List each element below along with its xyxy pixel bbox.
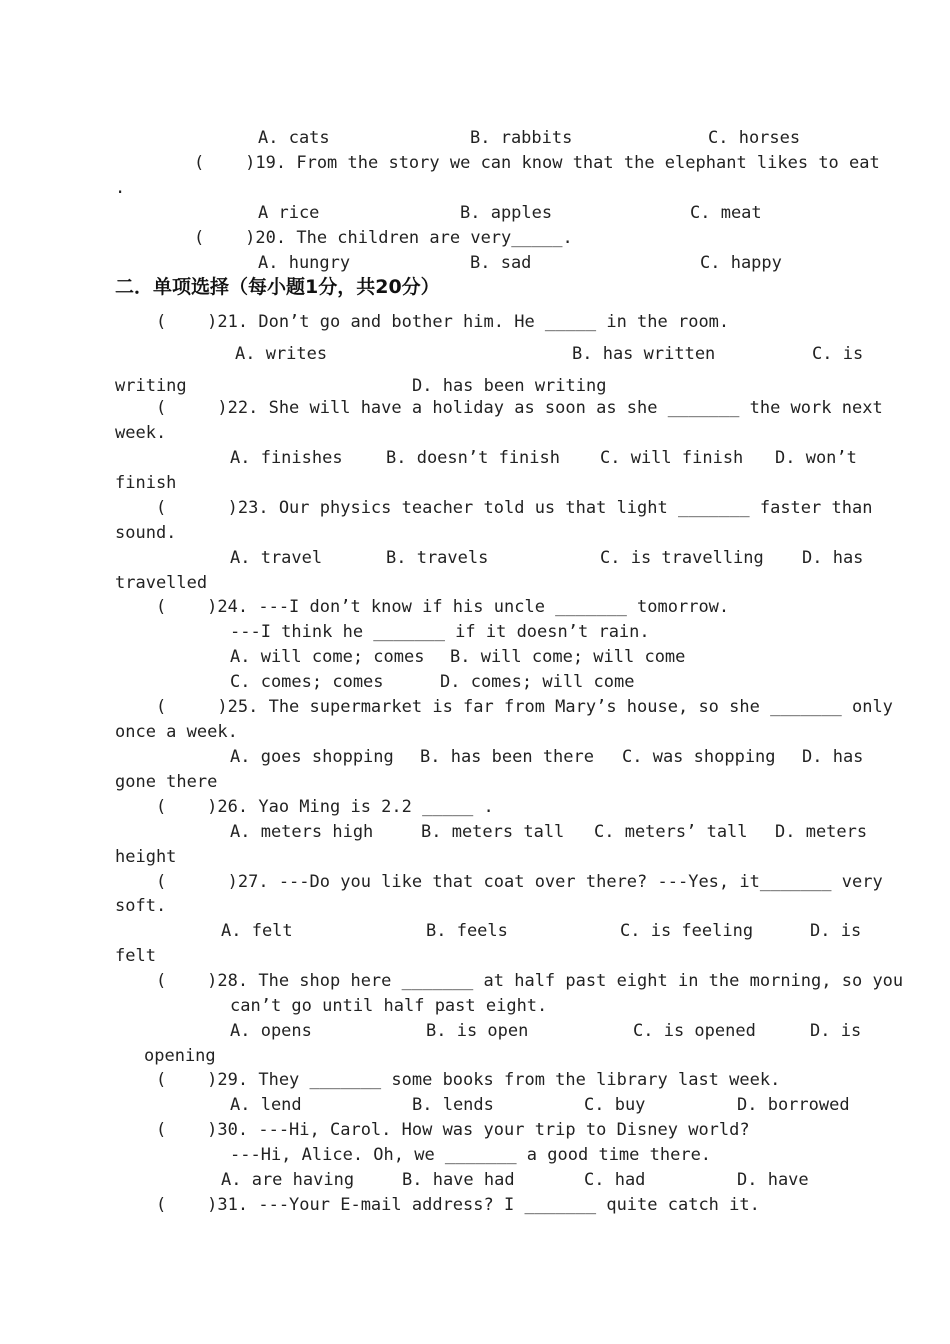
option-26-a: A. meters high <box>230 822 374 842</box>
option-25-c: C. was shopping <box>622 747 776 767</box>
question-27: ( )27. ---Do you like that coat over there? ---Yes, it_______ very <box>156 872 883 892</box>
option-23-b: B. travels <box>386 548 489 568</box>
option-27-c: C. is feeling <box>620 921 754 941</box>
option-30-c: C. had <box>584 1170 646 1190</box>
option-26-d: D. meters <box>775 822 868 842</box>
option-20-a: A. hungry <box>258 253 351 273</box>
option-22-a: A. finishes <box>230 448 343 468</box>
option-23-c: C. is travelling <box>600 548 764 568</box>
option-18-c: C. horses <box>708 128 801 148</box>
question-31: ( )31. ---Your E-mail address? I _______ quite catch it. <box>156 1195 760 1215</box>
option-24-c: C. comes; comes <box>230 672 384 692</box>
option-28-d: D. is <box>810 1021 862 1041</box>
option-19-c: C. meat <box>690 203 762 223</box>
option-27-a: A. felt <box>221 921 293 941</box>
option-28-d-wrap: opening <box>144 1046 216 1066</box>
question-24-line2: ---I think he _______ if it doesn’t rain. <box>230 622 650 642</box>
question-22: ( )22. She will have a holiday as soon as she _______ the work next <box>156 398 883 418</box>
question-23: ( )23. Our physics teacher told us that light _______ faster than <box>156 498 873 518</box>
question-25-wrap: once a week. <box>115 722 238 742</box>
option-30-b: B. have had <box>402 1170 515 1190</box>
option-22-d-wrap: finish <box>115 473 177 493</box>
option-28-a: A. opens <box>230 1021 312 1041</box>
option-22-b: B. doesn’t finish <box>386 448 560 468</box>
question-28-line2: can’t go until half past eight. <box>230 996 548 1016</box>
option-19-b: B. apples <box>460 203 553 223</box>
option-29-d: D. borrowed <box>737 1095 850 1115</box>
option-26-c: C. meters’ tall <box>594 822 748 842</box>
option-25-b: B. has been there <box>420 747 594 767</box>
option-21-d: D. has been writing <box>412 376 607 396</box>
section-heading: 二．单项选择（每小题1分，共20分） <box>115 276 440 298</box>
question-22-wrap: week. <box>115 423 167 443</box>
option-29-b: B. lends <box>412 1095 494 1115</box>
option-28-c: C. is opened <box>633 1021 756 1041</box>
question-19: ( )19. From the story we can know that the elephant likes to eat <box>194 153 880 173</box>
option-22-d: D. won’t <box>775 448 857 468</box>
question-30-line2: ---Hi, Alice. Oh, we _______ a good time there. <box>230 1145 712 1165</box>
question-29: ( )29. They _______ some books from the library last week. <box>156 1070 781 1090</box>
question-27-wrap: soft. <box>115 896 167 916</box>
question-20: ( )20. The children are very_____. <box>194 228 573 248</box>
option-25-d: D. has <box>802 747 864 767</box>
question-21: ( )21. Don’t go and bother him. He _____ in the room. <box>156 312 730 332</box>
option-21-b: B. has written <box>572 344 716 364</box>
option-25-a: A. goes shopping <box>230 747 394 767</box>
option-27-d-wrap: felt <box>115 946 156 966</box>
option-27-d: D. is <box>810 921 862 941</box>
option-18-a: A. cats <box>258 128 330 148</box>
question-23-wrap: sound. <box>115 523 177 543</box>
option-26-d-wrap: height <box>115 847 177 867</box>
question-26: ( )26. Yao Ming is 2.2 _____ . <box>156 797 494 817</box>
option-21-c-wrap: writing <box>115 376 187 396</box>
question-25: ( )25. The supermarket is far from Mary’s house, so she _______ only <box>156 697 893 717</box>
option-28-b: B. is open <box>426 1021 529 1041</box>
option-23-d: D. has <box>802 548 864 568</box>
option-26-b: B. meters tall <box>421 822 565 842</box>
option-29-a: A. lend <box>230 1095 302 1115</box>
option-24-d: D. comes; will come <box>440 672 635 692</box>
option-21-c: C. is <box>812 344 864 364</box>
option-20-c: C. happy <box>700 253 782 273</box>
option-24-a: A. will come; comes <box>230 647 425 667</box>
option-20-b: B. sad <box>470 253 532 273</box>
option-29-c: C. buy <box>584 1095 646 1115</box>
question-19-wrap: . <box>115 178 126 198</box>
option-19-a: A rice <box>258 203 320 223</box>
question-24: ( )24. ---I don’t know if his uncle _______ tomorrow. <box>156 597 730 617</box>
option-23-d-wrap: travelled <box>115 573 208 593</box>
option-23-a: A. travel <box>230 548 323 568</box>
option-22-c: C. will finish <box>600 448 744 468</box>
option-30-a: A. are having <box>221 1170 355 1190</box>
option-24-b: B. will come; will come <box>450 647 686 667</box>
question-28: ( )28. The shop here _______ at half past eight in the morning, so you <box>156 971 904 991</box>
question-30: ( )30. ---Hi, Carol. How was your trip to Disney world? <box>156 1120 750 1140</box>
option-30-d: D. have <box>737 1170 809 1190</box>
option-25-d-wrap: gone there <box>115 772 218 792</box>
option-27-b: B. feels <box>426 921 508 941</box>
option-18-b: B. rabbits <box>470 128 573 148</box>
option-21-a: A. writes <box>235 344 328 364</box>
